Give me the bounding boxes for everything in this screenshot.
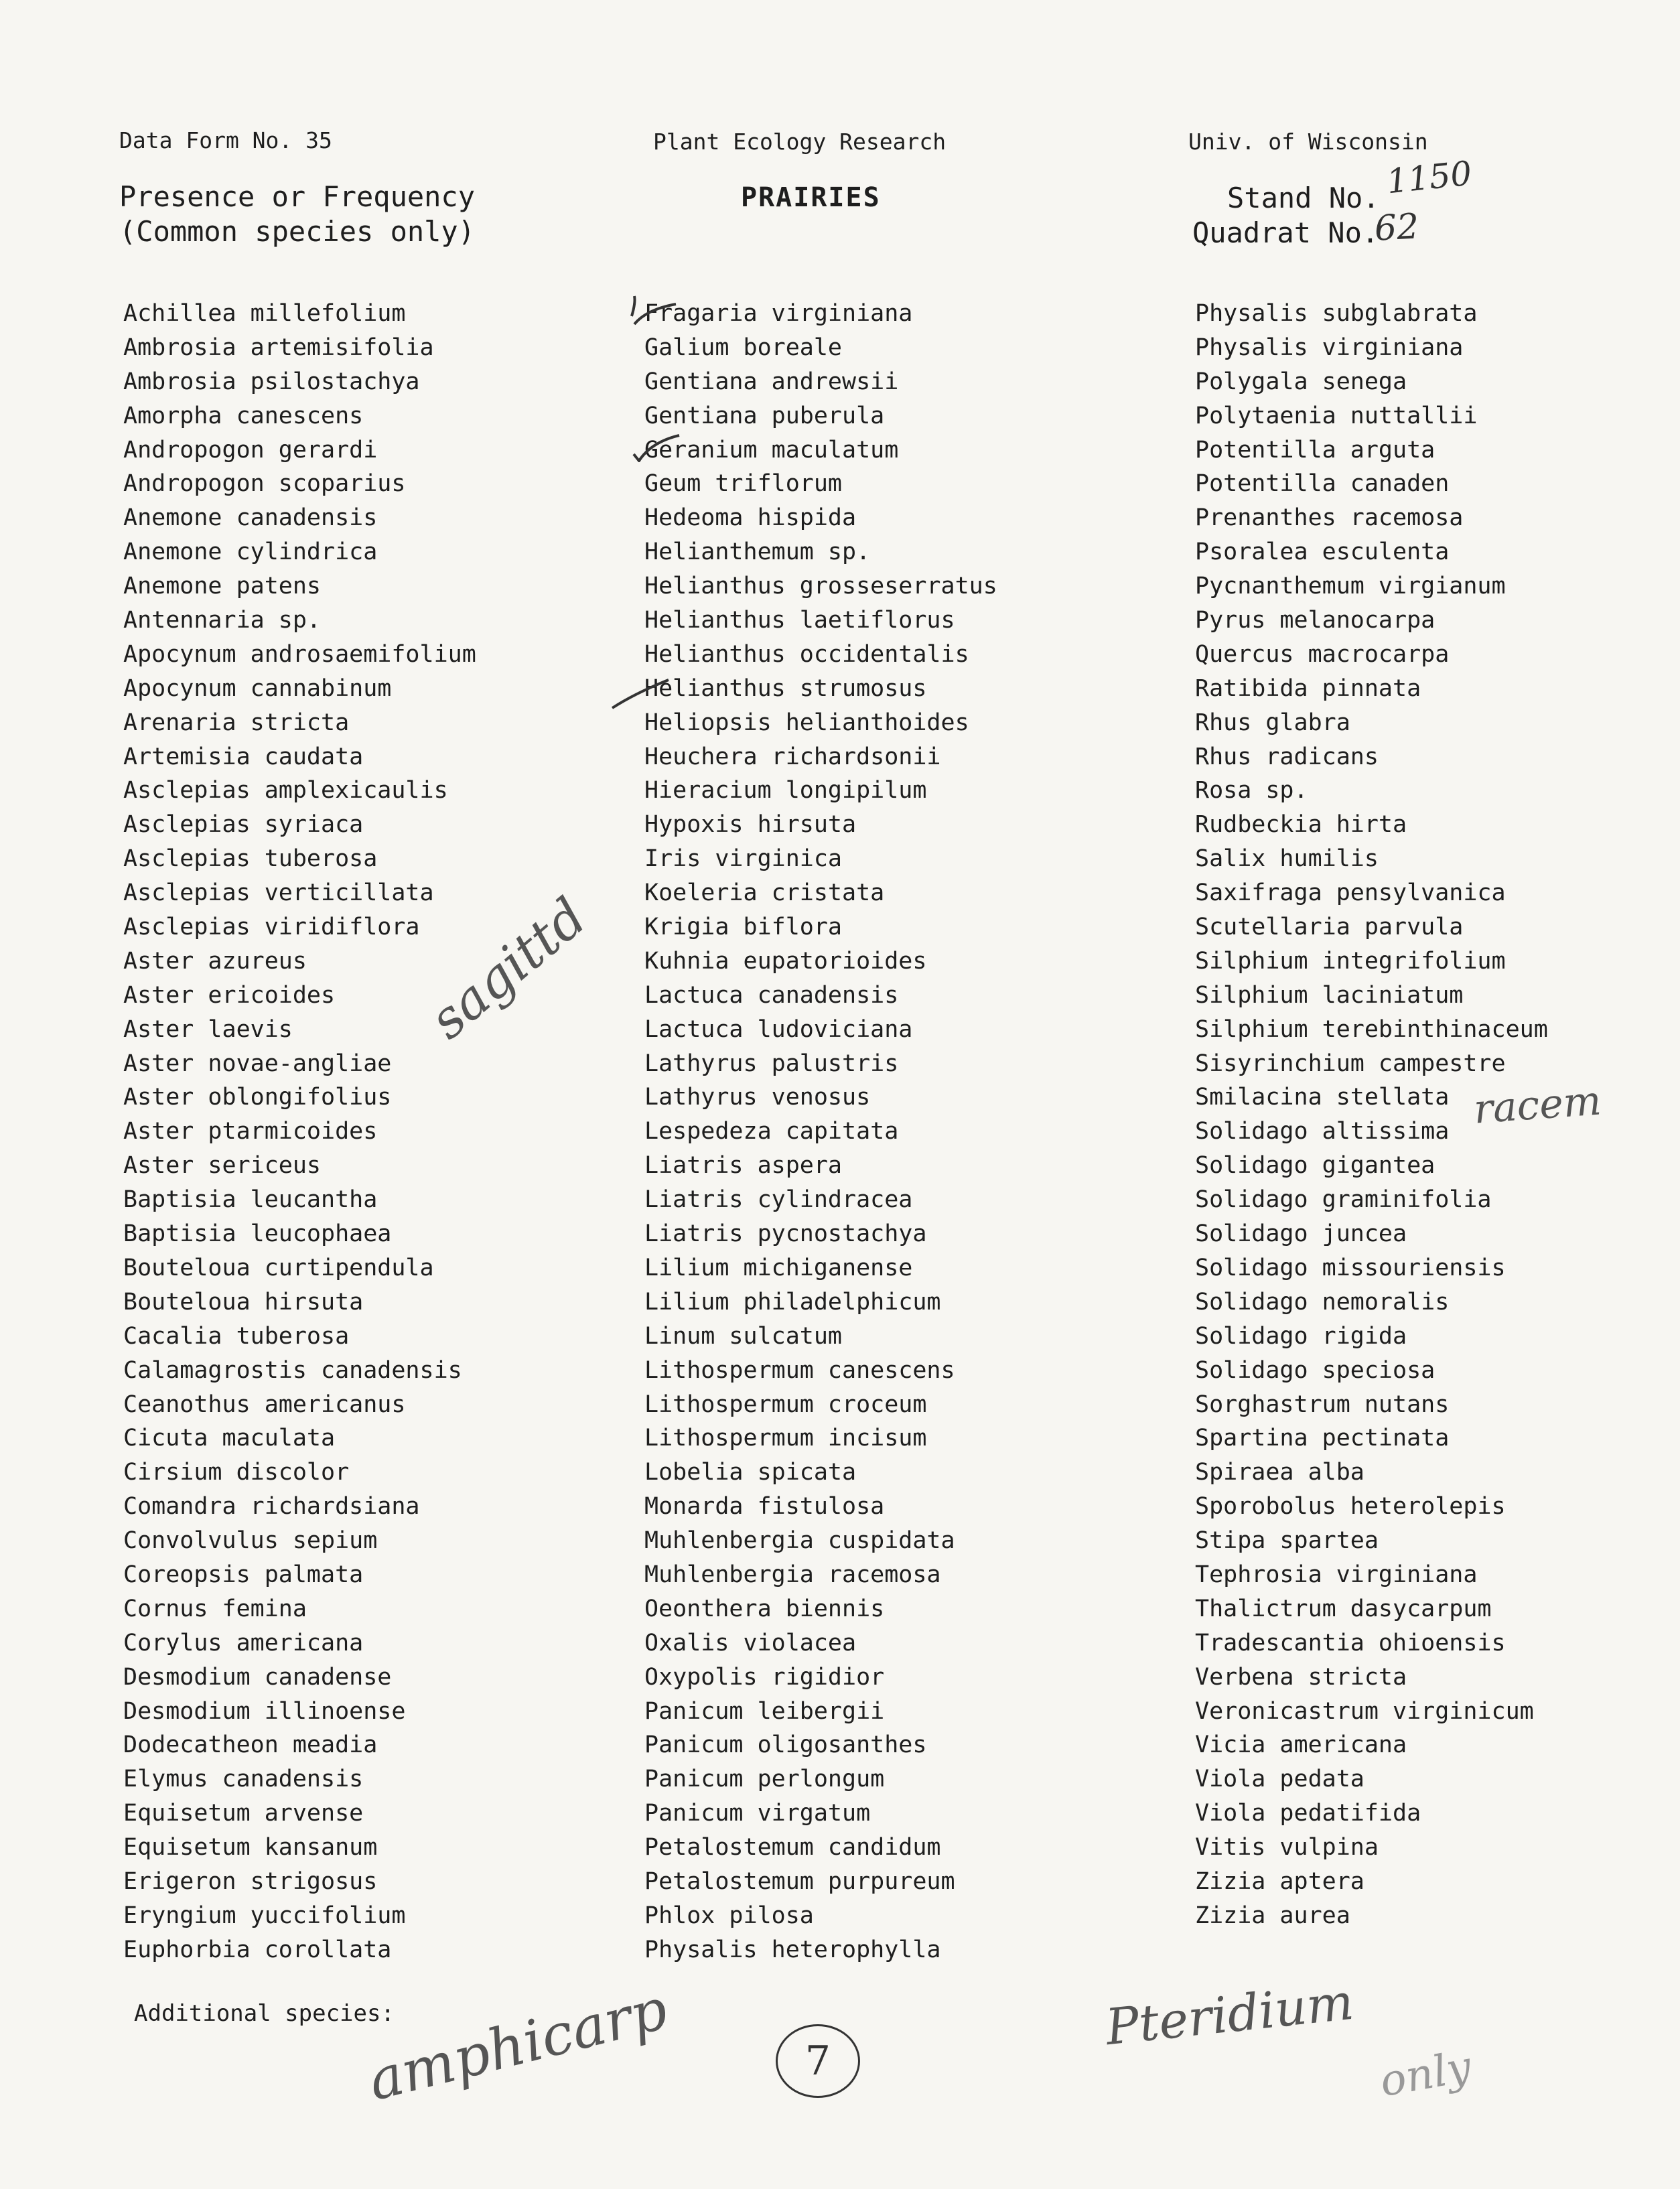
- species-entry: Lithospermum incisum: [644, 1425, 927, 1452]
- species-entry: Fragaria virginiana: [644, 300, 913, 327]
- common-species-label: (Common species only): [119, 215, 476, 248]
- species-entry: Liatris aspera: [644, 1152, 843, 1180]
- species-entry: Anemone cylindrica: [123, 539, 378, 566]
- species-entry: Hedeoma hispida: [644, 504, 857, 532]
- species-entry: Verbena stricta: [1195, 1663, 1407, 1691]
- species-entry: Desmodium illinoense: [123, 1697, 406, 1725]
- species-entry: Muhlenbergia cuspidata: [644, 1527, 955, 1555]
- handwritten-sagittata: sagittd: [419, 886, 598, 1051]
- species-entry: Andropogon scoparius: [123, 470, 406, 498]
- species-entry: Gentiana andrewsii: [644, 368, 899, 395]
- species-entry: Comandra richardsiana: [123, 1493, 420, 1521]
- species-entry: Elymus canadensis: [123, 1766, 364, 1793]
- species-entry: Equisetum arvense: [123, 1800, 364, 1827]
- species-entry: Vicia americana: [1195, 1732, 1407, 1759]
- checkmark-icon: [626, 289, 680, 330]
- quadrat-number-value: 62: [1373, 206, 1420, 249]
- species-entry: Ambrosia psilostachya: [123, 368, 420, 395]
- species-entry: Helianthemum sp.: [644, 539, 871, 566]
- species-entry: Quercus macrocarpa: [1195, 640, 1450, 668]
- species-entry: Saxifraga pensylvanica: [1195, 879, 1506, 907]
- species-entry: Viola pedatifida: [1195, 1800, 1421, 1827]
- species-entry: Asclepias viridiflora: [123, 914, 420, 941]
- species-entry: Solidago graminifolia: [1195, 1186, 1492, 1214]
- species-entry: Petalostemum purpureum: [644, 1867, 955, 1895]
- species-entry: Pyrus melanocarpa: [1195, 607, 1436, 634]
- species-entry: Aster oblongifolius: [123, 1084, 392, 1111]
- species-entry: Lactuca canadensis: [644, 981, 899, 1009]
- species-entry: Tephrosia virginiana: [1195, 1561, 1478, 1588]
- species-entry: Hypoxis hirsuta: [644, 811, 857, 839]
- species-entry: Erigeron strigosus: [123, 1867, 378, 1895]
- species-entry: Muhlenbergia racemosa: [644, 1561, 941, 1588]
- species-entry: Spartina pectinata: [1195, 1425, 1450, 1452]
- species-entry: Silphium integrifolium: [1195, 947, 1506, 975]
- species-entry: Cacalia tuberosa: [123, 1322, 350, 1350]
- species-entry: Solidago juncea: [1195, 1220, 1407, 1248]
- species-entry: Eryngium yuccifolium: [123, 1902, 406, 1929]
- species-entry: Krigia biflora: [644, 914, 843, 941]
- species-entry: Aster laevis: [123, 1015, 293, 1043]
- species-entry: Phlox pilosa: [644, 1902, 814, 1929]
- species-entry: Rhus glabra: [1195, 709, 1350, 736]
- species-entry: Linum sulcatum: [644, 1322, 843, 1350]
- species-entry: Monarda fistulosa: [644, 1493, 885, 1521]
- checkmark-icon: [608, 673, 675, 713]
- species-entry: Prenanthes racemosa: [1195, 504, 1464, 532]
- species-entry: Aster ptarmicoides: [123, 1118, 378, 1145]
- species-entry: Asclepias verticillata: [123, 879, 434, 907]
- species-entry: Euphorbia corollata: [123, 1936, 392, 1963]
- species-entry: Tradescantia ohioensis: [1195, 1629, 1506, 1656]
- handwritten-racemosa: racem: [1472, 1077, 1603, 1133]
- species-entry: Solidago gigantea: [1195, 1152, 1436, 1180]
- species-entry: Ceanothus americanus: [123, 1391, 406, 1418]
- species-entry: Anemone canadensis: [123, 504, 378, 532]
- species-entry: Gentiana puberula: [644, 402, 885, 429]
- species-entry: Dodecatheon meadia: [123, 1732, 378, 1759]
- species-entry: Solidago rigida: [1195, 1322, 1407, 1350]
- species-entry: Andropogon gerardi: [123, 436, 378, 464]
- species-entry: Spiraea alba: [1195, 1459, 1364, 1486]
- presence-frequency-label: Presence or Frequency: [119, 180, 476, 213]
- species-column-1: [123, 297, 476, 1967]
- form-number: Data Form No. 35: [119, 127, 332, 153]
- species-entry: Helianthus laetiflorus: [644, 607, 955, 634]
- species-entry: Zizia aptera: [1195, 1867, 1364, 1895]
- page-title: PRAIRIES: [741, 182, 881, 213]
- species-entry: Anemone patens: [123, 573, 322, 600]
- species-entry: Oxypolis rigidior: [644, 1663, 885, 1691]
- handwritten-pteridium: Pteridium: [1103, 1973, 1356, 2057]
- species-entry: Ratibida pinnata: [1195, 675, 1421, 702]
- species-entry: Aster sericeus: [123, 1152, 322, 1180]
- university-name: Univ. of Wisconsin: [1188, 129, 1428, 155]
- species-entry: Lactuca ludoviciana: [644, 1015, 913, 1043]
- species-entry: Thalictrum dasycarpum: [1195, 1595, 1492, 1622]
- species-entry: Lespedeza capitata: [644, 1118, 899, 1145]
- species-entry: Arenaria stricta: [123, 709, 350, 736]
- species-entry: Antennaria sp.: [123, 607, 322, 634]
- species-entry: Sorghastrum nutans: [1195, 1391, 1450, 1418]
- species-entry: Solidago missouriensis: [1195, 1254, 1506, 1281]
- species-entry: Rhus radicans: [1195, 743, 1379, 770]
- species-entry: Pycnanthemum virgianum: [1195, 573, 1506, 600]
- species-entry: Scutellaria parvula: [1195, 914, 1464, 941]
- species-entry: Achillea millefolium: [123, 300, 406, 327]
- species-entry: Heliopsis helianthoides: [644, 709, 969, 736]
- species-entry: Helianthus occidentalis: [644, 640, 969, 668]
- species-entry: Hieracium longipilum: [644, 777, 927, 804]
- species-entry: Cirsium discolor: [123, 1459, 350, 1486]
- species-entry: Veronicastrum virginicum: [1195, 1697, 1534, 1725]
- species-entry: Iris virginica: [644, 845, 843, 873]
- species-entry: Koeleria cristata: [644, 879, 885, 907]
- species-entry: Lithospermum croceum: [644, 1391, 927, 1418]
- species-entry: Kuhnia eupatorioides: [644, 947, 927, 975]
- species-entry: Physalis subglabrata: [1195, 300, 1478, 327]
- species-entry: Asclepias syriaca: [123, 811, 364, 839]
- species-entry: Aster ericoides: [123, 981, 336, 1009]
- species-entry: Bouteloua curtipendula: [123, 1254, 434, 1281]
- species-entry: Helianthus grosseserratus: [644, 573, 997, 600]
- species-entry: Stipa spartea: [1195, 1527, 1379, 1555]
- species-entry: Lathyrus venosus: [644, 1084, 871, 1111]
- species-entry: Lilium philadelphicum: [644, 1288, 941, 1316]
- species-entry: Liatris pycnostachya: [644, 1220, 927, 1248]
- species-entry: Panicum virgatum: [644, 1800, 871, 1827]
- species-entry: Sisyrinchium campestre: [1195, 1050, 1506, 1077]
- quadrat-number-label: Quadrat No.: [1192, 216, 1379, 249]
- species-entry: Vitis vulpina: [1195, 1834, 1379, 1861]
- handwritten-amphicarpa: amphicarp: [362, 1975, 674, 2114]
- species-entry: Lathyrus palustris: [644, 1050, 899, 1077]
- species-entry: Solidago nemoralis: [1195, 1288, 1450, 1316]
- species-entry: Corylus americana: [123, 1629, 364, 1656]
- stand-number-value: 1150: [1385, 153, 1474, 202]
- species-entry: Lithospermum canescens: [644, 1356, 955, 1384]
- species-entry: Panicum leibergii: [644, 1697, 885, 1725]
- species-entry: Rosa sp.: [1195, 777, 1308, 804]
- species-entry: Aster novae-angliae: [123, 1050, 392, 1077]
- species-entry: Solidago speciosa: [1195, 1356, 1436, 1384]
- species-entry: Geranium maculatum: [644, 436, 899, 464]
- species-entry: Heuchera richardsonii: [644, 743, 941, 770]
- species-entry: Zizia aurea: [1195, 1902, 1350, 1929]
- additional-species-label: Additional species:: [134, 2000, 395, 2027]
- species-entry: Baptisia leucantha: [123, 1186, 378, 1214]
- species-entry: Polygala senega: [1195, 368, 1407, 395]
- species-entry: Oeonthera biennis: [644, 1595, 885, 1622]
- species-entry: Ambrosia artemisifolia: [123, 334, 434, 361]
- species-entry: Galium boreale: [644, 334, 843, 361]
- species-entry: Silphium laciniatum: [1195, 981, 1464, 1009]
- species-entry: Salix humilis: [1195, 845, 1379, 873]
- species-entry: Baptisia leucophaea: [123, 1220, 392, 1248]
- stand-number-label: Stand No.: [1227, 182, 1380, 214]
- species-entry: Psoralea esculenta: [1195, 539, 1450, 566]
- species-entry: Physalis heterophylla: [644, 1936, 941, 1963]
- species-entry: Apocynum cannabinum: [123, 675, 392, 702]
- species-entry: Rudbeckia hirta: [1195, 811, 1407, 839]
- species-entry: Cornus femina: [123, 1595, 307, 1622]
- species-entry: Artemisia caudata: [123, 743, 364, 770]
- species-entry: Physalis virginiana: [1195, 334, 1464, 361]
- species-entry: Panicum perlongum: [644, 1766, 885, 1793]
- species-entry: Lilium michiganense: [644, 1254, 913, 1281]
- species-entry: Helianthus strumosus: [644, 675, 927, 702]
- species-entry: Desmodium canadense: [123, 1663, 392, 1691]
- species-entry: Coreopsis palmata: [123, 1561, 364, 1588]
- species-entry: Panicum oligosanthes: [644, 1732, 927, 1759]
- species-entry: Calamagrostis canadensis: [123, 1356, 462, 1384]
- species-entry: Cicuta maculata: [123, 1425, 336, 1452]
- species-entry: Bouteloua hirsuta: [123, 1288, 364, 1316]
- species-entry: Smilacina stellata: [1195, 1084, 1450, 1111]
- handwritten-only: only: [1376, 2042, 1475, 2107]
- species-entry: Potentilla canaden: [1195, 470, 1450, 498]
- species-entry: Equisetum kansanum: [123, 1834, 378, 1861]
- checkmark-icon: [628, 429, 682, 462]
- species-entry: Liatris cylindracea: [644, 1186, 913, 1214]
- circled-number: 7: [776, 2024, 860, 2098]
- species-entry: Oxalis violacea: [644, 1629, 857, 1656]
- species-column-2: [644, 297, 997, 1967]
- species-entry: Solidago altissima: [1195, 1118, 1450, 1145]
- species-entry: Aster azureus: [123, 947, 307, 975]
- species-entry: Amorpha canescens: [123, 402, 364, 429]
- species-entry: Asclepias tuberosa: [123, 845, 378, 873]
- species-entry: Asclepias amplexicaulis: [123, 777, 448, 804]
- species-entry: Silphium terebinthinaceum: [1195, 1015, 1548, 1043]
- species-entry: Viola pedata: [1195, 1766, 1364, 1793]
- species-entry: Apocynum androsaemifolium: [123, 640, 476, 668]
- research-title: Plant Ecology Research: [653, 129, 947, 155]
- species-entry: Geum triflorum: [644, 470, 843, 498]
- species-entry: Petalostemum candidum: [644, 1834, 941, 1861]
- species-entry: Convolvulus sepium: [123, 1527, 378, 1555]
- species-entry: Polytaenia nuttallii: [1195, 402, 1478, 429]
- species-entry: Lobelia spicata: [644, 1459, 857, 1486]
- species-entry: Sporobolus heterolepis: [1195, 1493, 1506, 1521]
- species-entry: Potentilla arguta: [1195, 436, 1436, 464]
